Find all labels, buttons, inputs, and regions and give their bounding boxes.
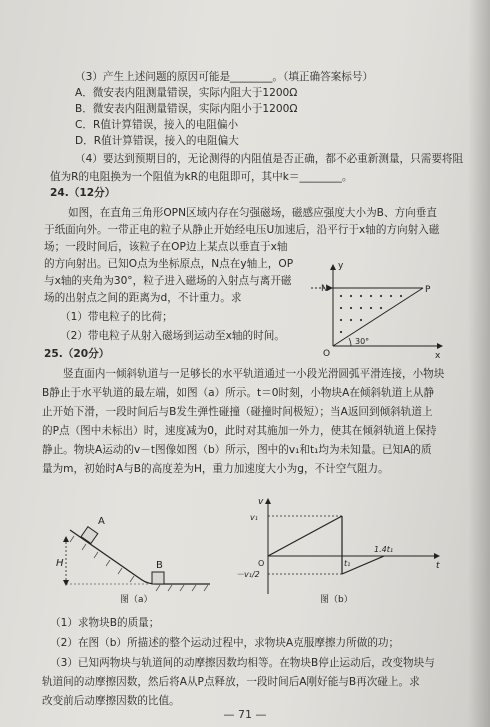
q25-text-2: B静止于水平轨道的最左端，如图（a）所示。t＝0时刻，小物块A在倾斜轨道上从静 [42,387,435,399]
figure-a-track [56,492,220,605]
fig24-label-n: N [321,284,328,294]
fig-b-label-v1: v₁ [250,513,258,522]
q23-option-d: D．R值计算错误，接入的电阻偏大 [75,135,239,147]
fig24-label-y: y [338,261,344,271]
fig-b-label-v: v [258,497,264,507]
fig-a-label-a: A [98,516,105,527]
q25-sub-1: （1）求物块B的质量； [50,617,160,629]
q24-text-2: 于纸面向外。一带正电的粒子从静止开始经电压U加速后，沿平行于x轴的方向射入磁 [44,224,440,236]
q25-sub-3: （3）已知两物块与轨道间的动摩擦因数均相等。在物块B停止运动后，改变物块与 [50,657,435,669]
fig-b-label-neg-v1-half: －v₁/2 [236,570,260,579]
q25-text-3: 止开始下滑，一段时间后与B发生弹性碰撞（碰撞时间极短）；当A返回到倾斜轨道上 [42,406,433,418]
q25-sub-3-cont-1: 轨道间的动摩擦因数，然后将A从P点释放，一段时间后A刚好能与B再次碰上。求 [42,676,420,688]
page-fold-shadow [468,0,490,727]
q25-text-6: 量为m，初始时A与B的高度差为H，重力加速度大小为g，不计空气阻力。 [42,463,389,475]
figure-b-vt-graph [236,494,446,606]
fig-a-caption: 图（a） [120,595,153,605]
fig-a-label-b: B [156,560,163,571]
fig24-label-o: O [323,349,331,359]
fig-b-label-t1: t₁ [344,559,351,568]
block-b [152,572,164,584]
q24-text-6: 场的出射点之间的距离为d，不计重力。求 [44,292,242,304]
q23-part3: （3）产生上述问题的原因可能是________。（填正确答案标号） [75,71,374,83]
fig24-label-angle: 30° [355,337,370,346]
fig24-label-x: x [435,351,441,361]
q24-heading: 24.（12分） [50,187,116,199]
q25-text-4: 的P点（图中未标出）时，速度减为0，此时对其施加一外力，使其在倾斜轨道上保持 [42,425,437,437]
fig-b-label-14t1: 1.4t₁ [374,545,394,554]
q24-text-1: 如图，在直角三角形OPN区域内存在匀强磁场，磁感应强度大小为B、方向垂直 [68,207,437,219]
q23-option-b: B．微安表内阻测量错误，实际内阻小于1200Ω [75,103,298,115]
q25-heading: 25.（20分） [44,348,110,360]
q25-text-5: 静止。物块A运动的v－t图像如图（b）所示，图中的v₁和t₁均为未知量。已知A的质 [42,444,432,456]
fig-b-label-t: t [436,561,440,571]
fig-b-label-o: O [258,559,265,568]
q23-part4-cont: 值为R的电阻换为一个阻值为kR的电阻即可，其中k＝________。 [50,171,353,183]
q23-part4: （4）要达到预期目的，无论测得的内阻值是否正确，都不必重新测量，只需要将阻 [75,153,464,165]
q24-text-4: 的方向射出。已知O点为坐标原点，N点在y轴上，OP [44,258,294,270]
fig-a-label-h: H [56,558,64,569]
q25-sub-3-cont-2: 改变前后动摩擦因数的比值。 [42,695,180,707]
fig24-label-p: P [425,285,431,295]
q25-sub-2: （2）在图（b）所描述的整个运动过程中，求物块A克服摩擦力所做的功； [50,637,400,649]
fig-b-caption: 图（b） [320,595,353,605]
vt-line-descent [268,516,342,556]
q23-option-a: A．微安表内阻测量错误，实际内阻大于1200Ω [75,87,298,99]
page-number: — 71 — [223,708,267,721]
q24-text-3: 场；一段时间后，该粒子在OP边上某点以垂直于x轴 [44,241,288,253]
block-a [81,527,98,544]
field-dots [340,295,402,333]
figure-magnetic-field [305,262,445,362]
q24-sub-2: （2）带电粒子从射入磁场到运动至x轴的时间。 [60,330,285,342]
q25-text-1: 竖直面内一倾斜轨道与一足够长的水平轨道通过一小段光滑圆弧平滑连接，小物块 [63,368,445,380]
q24-text-5: 与x轴的夹角为30°，粒子进入磁场的入射点与离开磁 [44,275,292,287]
q23-option-c: C．R值计算错误，接入的电阻偏小 [75,119,239,131]
q24-sub-1: （1）带电粒子的比荷； [60,311,173,323]
